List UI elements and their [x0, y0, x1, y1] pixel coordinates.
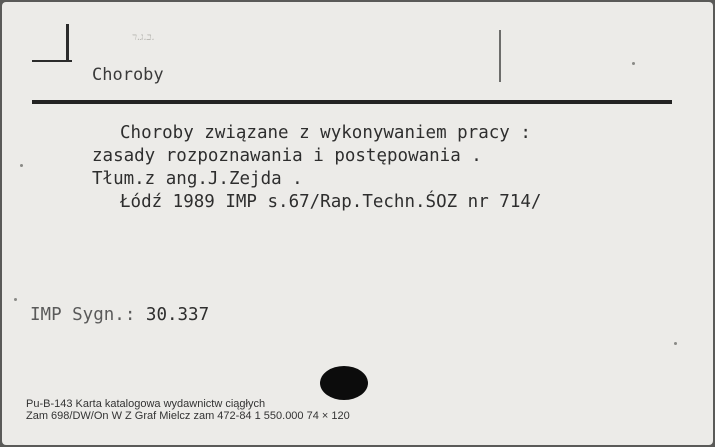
pencil-annotation: ב.ג.ר. [132, 32, 155, 43]
subject-heading: Choroby [92, 65, 164, 85]
title-line-1: Choroby związane z wykonywaniem pracy : [120, 123, 531, 143]
printer-footer [26, 398, 350, 422]
column-guide-line [499, 30, 501, 82]
paper-fleck [632, 62, 635, 65]
paper-fleck [20, 164, 23, 167]
call-number [30, 305, 209, 325]
footer-line-2: Zam 698/DW/On W Z Graf Mielcz zam 472-84 1 550.000 74 × 120 [26, 410, 350, 422]
imprint-line: Łódź 1989 IMP s.67/Rap.Techn.ŚOZ nr 714/ [120, 192, 542, 212]
heading-marker-underline [32, 60, 72, 62]
translator-line: Tłum.z ang.J.Zejda . [92, 169, 303, 189]
paper-fleck [674, 342, 677, 345]
heading-marker-bar [66, 24, 69, 60]
call-number-value: 30.337 [145, 305, 210, 325]
punch-hole [320, 366, 368, 400]
title-line-2: zasady rozpoznawania i postępowania . [92, 146, 482, 166]
call-number-label: IMP Sygn.: [30, 305, 136, 325]
header-rule [32, 100, 672, 104]
catalog-card [2, 2, 713, 445]
footer-line-1: Pu-B-143 Karta katalogowa wydawnictw ciągłych [26, 398, 266, 410]
paper-fleck [14, 298, 17, 301]
